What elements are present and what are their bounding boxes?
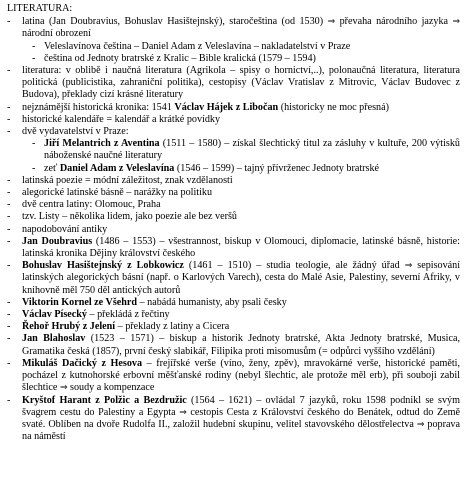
text-segment: alegorické latinské básně – narážky na politiku (22, 187, 213, 199)
author-name: Jiří Melantrich z Aventina (44, 138, 160, 150)
text-segment: tzv. Listy – několika lidem, jako poezie ale bez veršů (22, 211, 237, 223)
author-name: Jan Blahoslav (22, 333, 86, 345)
text-segment: cestopis Cesta z Království českého do Benátek, odtud do Země svaté. Oblíben na dvoře Rudolfa II., založil hudební skupinu, velitel stavovského dělostřelectva (22, 406, 461, 430)
text-segment: (historicky ne moc přesná) (278, 101, 389, 113)
text-segment: (1546 – 1599) – tajný přívrženec Jednoty bratrské (174, 162, 380, 174)
arrow-icon: ⇒ (452, 17, 460, 28)
sub-list-item (22, 138, 460, 162)
sub-list-item (22, 41, 460, 53)
text-segment: historické kalendáře = kalendář a krátké povídky (22, 113, 221, 125)
text-segment: napodobování antiky (22, 223, 108, 235)
text-segment: (1511 – 1580) – získal šlechtický titul za zásluhy v kultuře, 200 výtisků náboženské naučné literatury (44, 138, 460, 162)
list-item (7, 16, 460, 65)
text-segment: čeština od Jednoty bratrské z Kralic – Bible kralická (1579 – 1594) (44, 52, 316, 64)
list-item (7, 321, 460, 333)
text-segment: literatura: v oblibě i naučná literatura (Agrikola – spisy o hornictví,..), polonaučná literatura, literatura politická (publicistika, zahraniční politika), cestopisy (Václav Vratislav z Mitrovic, Václav Budovec z Budova), překlady cizí krásné literatury (22, 65, 460, 101)
text-segment: – nabádá humanisty, aby psali česky (137, 296, 287, 308)
arrow-icon: ⇒ (327, 17, 336, 28)
text-segment: – frejířské verše (víno, ženy, zpěv), mravokárné verše, historické paměti, pocházel z kutnohorské erbovní měšťanské rodiny (nebyl šlechtic, ale protože měl erb), při souboji zabil šlechtice (22, 357, 460, 394)
sub-list (22, 138, 460, 175)
sub-list-item (22, 163, 460, 175)
text-segment: převaha národního jazyka (335, 16, 453, 28)
sub-list (22, 41, 460, 65)
list-item (7, 126, 460, 175)
author-name: Viktorin Kornel ze Všehrd (22, 296, 138, 308)
list-item (7, 309, 460, 321)
text-segment: národní obrození (22, 28, 91, 40)
list-item (7, 333, 460, 357)
text-segment: nejznámější historická kronika: 1541 (22, 101, 175, 113)
text-segment: soudy a kompenzace (67, 382, 155, 394)
sub-list-item (22, 53, 460, 65)
text-segment: – překlady z latiny a Cicera (115, 321, 230, 333)
text-segment: (1564 – 1621) – ovládal 7 jazyků, roku 1598 podnikl se svým švagrem cestu do Palestiny a Egypta (22, 394, 460, 418)
arrow-icon: ⇒ (404, 261, 413, 272)
author-name: Jan Doubravius (22, 235, 93, 247)
author-name: Řehoř Hrubý z Jelení (22, 321, 116, 333)
text-segment: (1461 – 1510) – studia teologie, ale žádný úřad (183, 260, 405, 272)
text-segment: dvě centra latiny: Olomouc, Praha (22, 199, 161, 211)
list-item (7, 102, 460, 114)
list-item (7, 395, 460, 444)
list-item (7, 236, 460, 260)
text-segment: dvě vydavatelství v Praze: (22, 126, 129, 138)
author-name: Daniel Adam z Veleslavína (59, 162, 175, 174)
text-segment: (1486 – 1553) – všestrannost, biskup v Olomouci, diplomacie, latinské básně, historie: latinská kronika Dějiny království českého (22, 235, 460, 260)
list-item (7, 175, 460, 187)
list-item (7, 297, 460, 309)
list-item (7, 65, 460, 102)
text-segment: zeť (44, 162, 60, 174)
author-name: Bohuslav Hasištejnský z Lobkowicz (22, 260, 184, 272)
list-item (7, 187, 460, 199)
arrow-icon: ⇒ (416, 419, 425, 430)
text-segment: poprava na náměstí (22, 418, 460, 443)
list-item (7, 260, 460, 297)
list-item (7, 358, 460, 395)
text-segment: Veleslavínova čeština – Daniel Adam z Veleslavína – nakladatelství v Praze (44, 40, 351, 52)
list-item (7, 199, 460, 211)
arrow-icon: ⇒ (59, 383, 68, 394)
text-segment: (1523 – 1571) – biskup a historik Jednoty bratrské, Akta Jednoty bratrské, Musica, Gramatika česká (1857), první český slabikář, Filipika proti misomusům (= odpůrci vyššího vzdělání) (22, 333, 460, 357)
text-segment: latina (Jan Doubravius, Bohuslav Hasištejnský), staročeština (od 1530) (22, 16, 328, 28)
author-name: Václav Hájek z Libočan (174, 101, 279, 113)
text-segment: sepisování latinských alegorických básní (např. o Karlových Varech), cesta do Malé Asie, Palestiny, severní Afriky, v knihovně měl 750 děl antických autorů (22, 260, 461, 296)
document-title: LITERATURA: (7, 3, 73, 14)
author-name: Kryštof Harant z Polžic a Bezdružic (22, 394, 187, 406)
arrow-icon: ⇒ (179, 407, 187, 418)
literature-list (7, 16, 460, 443)
list-item (7, 211, 460, 223)
list-item (7, 114, 460, 126)
author-name: Mikuláš Dačický z Hesova (22, 357, 143, 369)
list-item (7, 224, 460, 236)
author-name: Václav Písecký (22, 309, 87, 321)
text-segment: latinská poezie = módní záležitost, znak vzdělanosti (22, 174, 233, 186)
text-segment: – překládá z řečtiny (86, 309, 170, 321)
